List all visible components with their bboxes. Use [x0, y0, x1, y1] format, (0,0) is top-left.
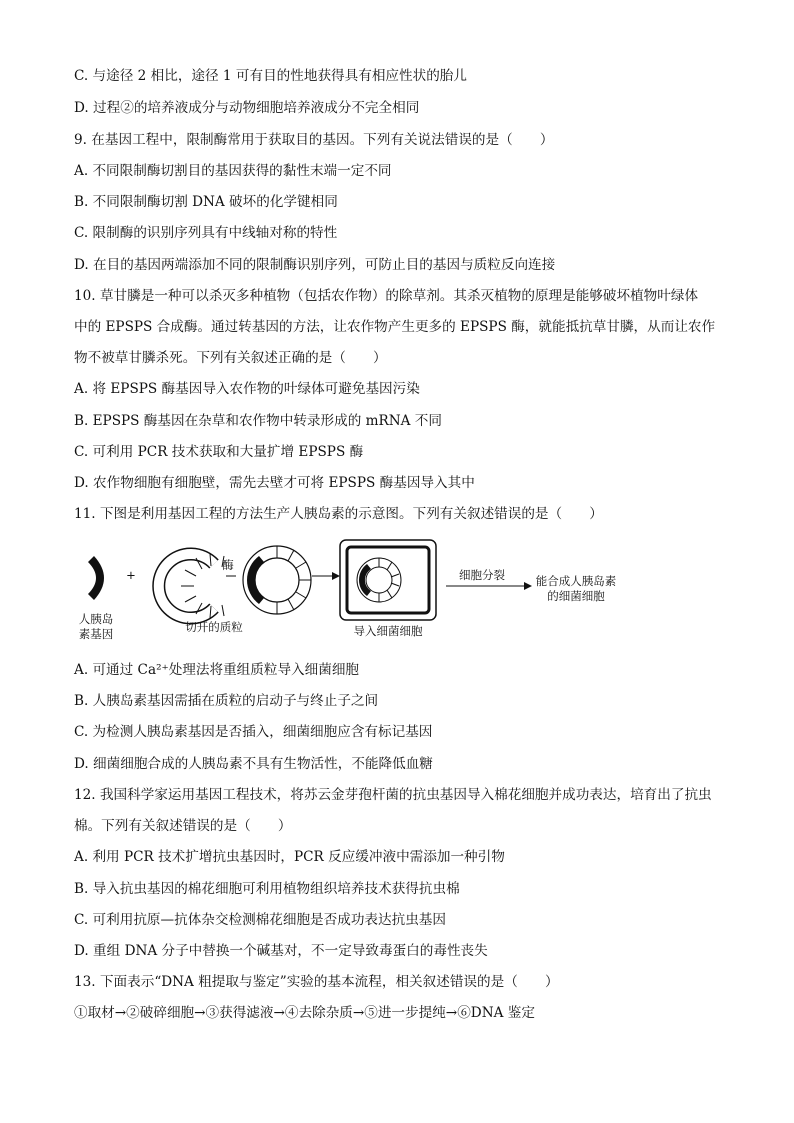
gene-label-line: 人胰岛 — [78, 612, 114, 626]
text-line: 棉。下列有关叙述错误的是（ ） — [74, 818, 292, 834]
question-9: 9. 在基因工程中，限制酶常用于获取目的基因。下列有关说法错误的是（ ） — [74, 132, 554, 148]
option-b: B. EPSPS 酶基因在杂草和农作物中转录形成的 mRNA 不同 — [74, 413, 442, 429]
text-line: C. 与途径 2 相比，途径 1 可有目的性地获得具有相应性状的胎儿 — [74, 68, 467, 84]
option-c: C. 为检测人胰岛素基因是否插入，细菌细胞应含有标记基因 — [74, 724, 433, 740]
question-10: 10. 草甘膦是一种可以杀灭多种植物（包括农作物）的除草剂。其杀灭植物的原理是能够破坏植物叶绿体 — [74, 288, 699, 304]
text-line: D. 过程②的培养液成分与动物细胞培养液成分不完全相同 — [74, 100, 420, 116]
insulin-engineering-diagram — [74, 534, 634, 646]
result-label-line: 能合成人胰岛素 — [535, 574, 617, 588]
option-a: A. 可通过 Ca²⁺处理法将重组质粒导入细菌细胞 — [74, 662, 360, 678]
plasmid-label: 切开的质粒 — [185, 620, 243, 634]
question-12: 12. 我国科学家运用基因工程技术，将苏云金芽孢杆菌的抗虫基因导入棉花细胞并成功表达，培育出了抗虫 — [74, 787, 712, 803]
option-d: D. 在目的基因两端添加不同的限制酶识别序列，可防止目的基因与质粒反向连接 — [74, 257, 556, 273]
option-c: C. 可利用 PCR 技术获取和大量扩增 EPSPS 酶 — [74, 444, 364, 460]
cut-plasmid — [159, 554, 224, 618]
gene-label-line: 素基因 — [78, 627, 114, 641]
option-b: B. 导入抗虫基因的棉花细胞可利用植物组织培养技术获得抗虫棉 — [74, 881, 460, 897]
option-a: A. 利用 PCR 技术扩增抗虫基因时，PCR 反应缓冲液中需添加一种引物 — [74, 849, 505, 865]
question-11: 11. 下图是利用基因工程的方法生产人胰岛素的示意图。下列有关叙述错误的是（ ） — [74, 506, 603, 522]
arrowhead — [332, 572, 340, 580]
option-c: C. 可利用抗原—抗体杂交检测棉花细胞是否成功表达抗虫基因 — [74, 912, 446, 928]
option-d: D. 重组 DNA 分子中替换一个碱基对，不一定导致毒蛋白的毒性丧失 — [74, 943, 488, 959]
option-c: C. 限制酶的识别序列具有中线轴对称的特性 — [74, 225, 338, 241]
result-label — [526, 574, 626, 604]
option-d: D. 细菌细胞合成的人胰岛素不具有生物活性，不能降低血糖 — [74, 756, 433, 772]
recombinant-plasmid — [243, 546, 311, 614]
option-a: A. 不同限制酶切割目的基因获得的黏性末端一定不同 — [74, 163, 392, 179]
option-a: A. 将 EPSPS 酶基因导入农作物的叶绿体可避免基因污染 — [74, 381, 420, 397]
plus-sign: + — [126, 568, 136, 582]
division-label: 细胞分裂 — [459, 568, 505, 582]
question-13: 13. 下面表示“DNA 粗提取与鉴定”实验的基本流程，相关叙述错误的是（ ） — [74, 974, 559, 990]
bacterium-cell — [340, 540, 436, 620]
process-flow: ①取材→②破碎细胞→③获得滤液→④去除杂质→⑤进一步提纯→⑥DNA 鉴定 — [74, 1005, 535, 1021]
bacteria-label: 导入细菌细胞 — [353, 624, 423, 638]
enzyme-label: 酶 — [222, 558, 234, 572]
text-line: 中的 EPSPS 合成酶。通过转基因的方法，让农作物产生更多的 EPSPS 酶，就能抵抗草甘膦，从而让农作 — [74, 319, 716, 335]
option-d: D. 农作物细胞有细胞壁，需先去壁才可将 EPSPS 酶基因导入其中 — [74, 475, 475, 491]
insulin-gene-fragment — [88, 556, 104, 600]
option-b: B. 不同限制酶切割 DNA 破坏的化学键相同 — [74, 194, 338, 210]
option-b: B. 人胰岛素基因需插在质粒的启动子与终止子之间 — [74, 693, 379, 709]
result-label-line: 的细菌细胞 — [547, 589, 605, 603]
text-line: 物不被草甘膦杀死。下列有关叙述正确的是（ ） — [74, 350, 387, 366]
gene-label — [74, 612, 118, 642]
